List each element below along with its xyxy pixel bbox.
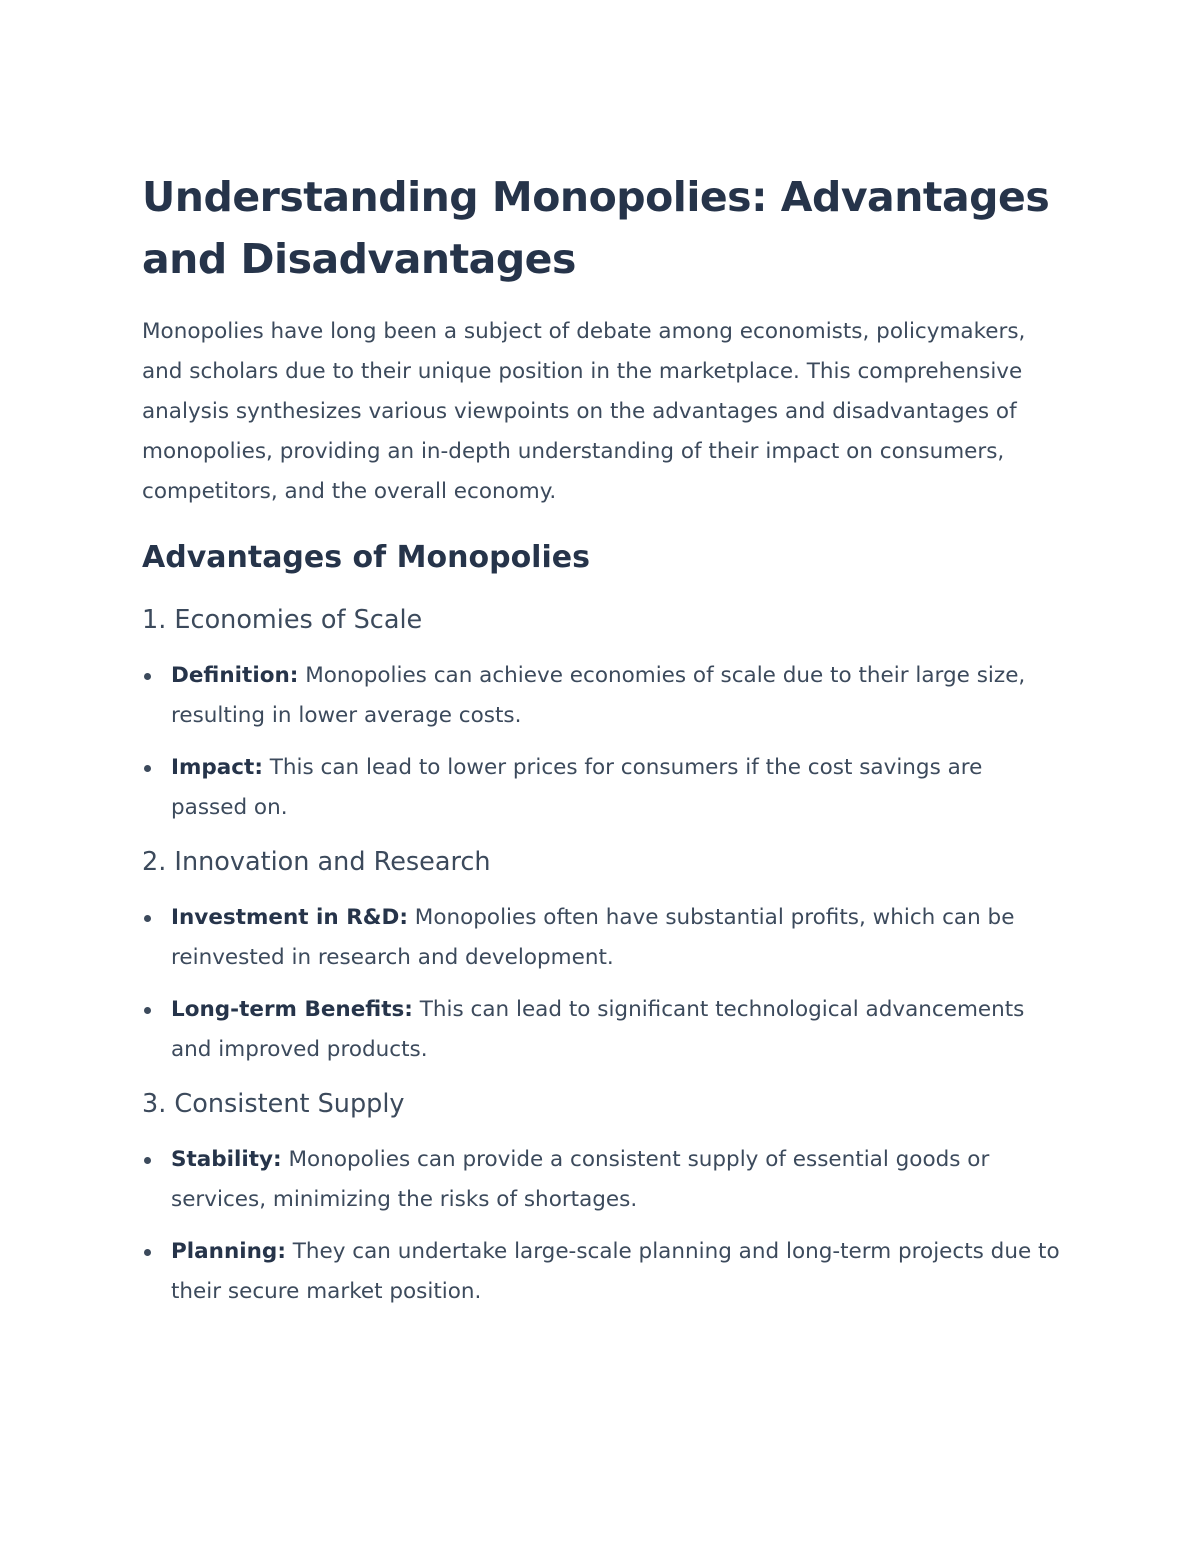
advantages-heading: Advantages of Monopolies <box>142 540 590 575</box>
list-item <box>142 748 1062 828</box>
item-term: Stability: <box>171 1147 282 1172</box>
bullet-icon <box>144 673 151 680</box>
item-text: This can lead to lower prices for consumers if the cost savings are passed on. <box>171 755 983 820</box>
list-item <box>142 990 1062 1070</box>
section-heading-economies-of-scale: 1. Economies of Scale <box>142 605 423 635</box>
section-heading-innovation-and-research: 2. Innovation and Research <box>142 847 491 877</box>
bullet-icon <box>144 1157 151 1164</box>
item-term: Long-term Benefits: <box>171 997 413 1022</box>
item-text: Monopolies can achieve economies of scale due to their large size, resulting in lower average costs. <box>171 663 1026 728</box>
list-item <box>142 898 1062 978</box>
item-term: Definition: <box>171 663 299 688</box>
list-item <box>142 1232 1062 1312</box>
item-text: This can lead to significant technological advancements and improved products. <box>171 997 1025 1062</box>
item-term: Impact: <box>171 755 263 780</box>
bullet-icon <box>144 1249 151 1256</box>
page-title: Understanding Monopolies: Advantages and Disadvantages <box>142 173 1050 283</box>
item-term: Planning: <box>171 1239 286 1264</box>
bullet-icon <box>144 765 151 772</box>
item-text: They can undertake large-scale planning and long-term projects due to their secure market position. <box>171 1239 1060 1304</box>
list-item <box>142 1140 1062 1220</box>
section-list-innovation-and-research <box>142 898 1062 1070</box>
section-heading-consistent-supply: 3. Consistent Supply <box>142 1089 405 1119</box>
bullet-icon <box>144 1007 151 1014</box>
item-term: Investment in R&D: <box>171 905 408 930</box>
item-text: Monopolies often have substantial profits, which can be reinvested in research and development. <box>171 905 1015 970</box>
section-list-consistent-supply <box>142 1140 1062 1312</box>
section-list-economies-of-scale <box>142 656 1062 828</box>
item-text: Monopolies can provide a consistent supply of essential goods or services, minimizing the risks of shortages. <box>171 1147 990 1212</box>
document-page <box>142 166 1062 1324</box>
bullet-icon <box>144 915 151 922</box>
intro-paragraph: Monopolies have long been a subject of debate among economists, policymakers, and scholars due to their unique position in the marketplace. This comprehensive analysis synthesizes various viewpoints on the advantages and disadvantages of monopolies, providing an in-depth understanding of their impact on consumers, competitors, and the overall economy. <box>142 319 1026 504</box>
list-item <box>142 656 1062 736</box>
